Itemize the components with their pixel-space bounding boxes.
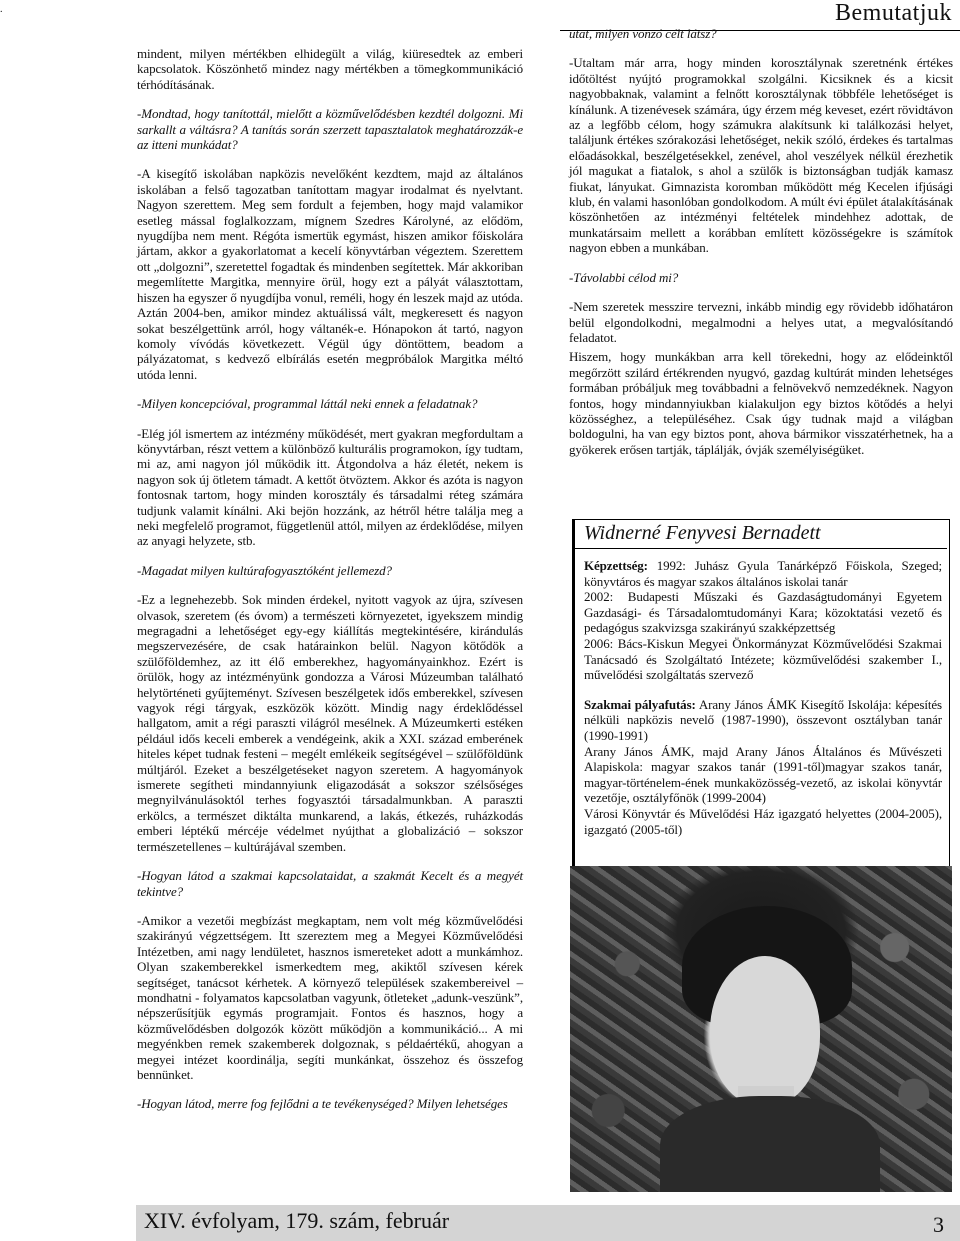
interview-answer: -Amikor a vezetői megbízást megkaptam, nem volt még közművelődési szakirányú végzettségem. Itt szereztem meg a Megyei Közművelődési Intézetben, ami nagy lendületet, hasznos ismereteket adott a munkámhoz. Olyan szakemberekkel ismerkedtem meg, akiktől szívesen kérek segítséget, tanácsot kérhetek. A környező települések szakembereivel – mondhatni - folyamatos kapcsolatban vagyunk, ötleteket „adunk-veszünk”, népszerűsítjük egymás programjait. Fontos és hasznos, hogy a közművelődésben dolgozók között működjön a kommunikáció... A mi megyénkben remek szakemberek dolgoznak, s példaértékű, ahogyan a megyei intézet koordinálja, segíti munkánkat, összehoz és összefog bennünket. <box>137 912 523 1082</box>
interview-question: -Mondtad, hogy tanítottál, mielőtt a közművelődésben kezdtél dolgozni. Mi sarkallt a váltásra? A tanítás során szerzett tapasztalatok meghatározzák-e az itteni munkádat? <box>137 106 523 153</box>
qualification-label: Képzettség: <box>584 558 648 573</box>
photo-face <box>710 956 820 1106</box>
qualification-1: Képzettség: 1992: Juhász Gyula Tanárképző Főiskola, Szeged; könyvtáros és magyar szakos általános iskolai tanár <box>584 558 943 589</box>
interview-answer: -Elég jól ismertem az intézmény működését, mert gyakran megfordultam a könyvtárban, részt vettem a különböző kulturális programokon, így tudtam, mi az, ami nagyon jól működik itt. Átgondolva a ház életét, nekem is nagyon sok új ötletem támadt. A kettőt ötvöztem. Akkor és azóta is nagyon fontosnak tartom, hogy minden korosztály és társadalmi réteg számára tudjunk valamit kínálni. Aki bejön hozzánk, az hétről hétre találja meg a neki megfelelő programot, függetlenül attól, milyen az érdeklődése, milyen az anyagi helyzete, stb. <box>137 425 523 549</box>
section-title: Bemutatjuk <box>835 0 952 26</box>
interview-question: -Milyen koncepcióval, programmal láttál neki ennek a feladatnak? <box>137 396 478 412</box>
profile-divider <box>575 548 947 549</box>
paragraph: mindent, milyen mértékben elhidegült a világ, kiüresedtek az emberi kapcsolatok. Köszönhető mindez nagy mértékben a tömegkommunikáció térhódításának. <box>137 46 523 92</box>
interview-question: utat, milyen vonzó célt látsz? <box>569 26 717 41</box>
interview-answer: -Ez a legnehezebb. Sok minden érdekel, nyitott vagyok az újra, szívesen olvasok, szeretem (és óvom) a természeti környezetet, igyekszem mindig megragadni a lehetőséget egy-egy kiállítás megtekintésére, kirándulás megszervezésére, de csak határainkon belül. Nagyon kötődök a szülőföldemhez, az itt élő emberekhez, hagyományainkhoz. Ezért is örülök, hogy az intézményünk gondozza a Városi Múzeumban található helytörténeti gyűjteményt. Szívesen beszélgetek idős emberekkel, szívesen vagyok régi tárgyak, eszközök között. Mindig nagy érdeklődéssel hallgatom, amit a régi paraszti világról mesélnek. A Múzeumkerti estéken például idős keceli emberek a vendégeink, akik a XXI. század emberének hiteles képet tudnak festeni – megélt emlékeik segítségével – szülőföldünk múltjáról. Ezeket a beszélgetéseket nagyon szeretem. A hagyományok ismerete segítheti mindannyiunk eligazodását a sokszor szélsőséges megnyilvánulásoktól terhes fogyasztói társadalmunkban. A paraszti erkölcs, a természet diktálta munkarend, a lakás, étkezés, ruházkodás emberi léptékű mércéje védelmet nyújthat a globalizáció – sokszor természetellenes – kultúrájával szemben. <box>137 592 523 854</box>
interview-answer: -A kisegítő iskolában napközis nevelőként kezdtem, majd az általános iskolában a felső tagozatban tanítottam magyar irodalmat és nyelvtant. Nagyon szerettem. Meg sem fordult a fejemben, hogy majd valamikor esetleg mással foglalkozzam, mígnem Szedres Károlyné, az elődöm, nyugdíjba nem ment. Régóta ismertük egymást, hiszen amikor főiskolára jártam, akkor a gyakorlatomat a kecelí könyvtárban végeztem. Szerettem ott „dolgozni”, szeretettel fogadtak és mindenben segítettek. Már akkoriban megemlítette Margitka, mennyire örül, hogy ezt a pályát választottam, hiszen ha egyszer ő nyugdíjba vonul, reméli, hogy én leszek majd az utóda. Aztán 2004-ben, amikor mindez aktuálissá vált, megkeresett és nagyon sokat beszélgettünk arról, hogy váltanék-e. Hónapokon át tartó, nagyon komoly vívódás következett. Végül úgy döntöttem, beadom a pályázatomat, s kedvező elbírálás esetén megpróbálok Margitka méltó utóda lenni. <box>137 166 523 382</box>
career-1: Szakmai pályafutás: Arany János ÁMK Kisegítő Iskolája: képesítés nélküli napközis nevelő (1987-1990), összevont osztályban tanár (1990-1991) <box>584 696 943 743</box>
interview-answer: -Nem szeretek messzire tervezni, inkább mindig egy rövidebb időhatáron belül elgondolkodni, megalmodni a helyes utat, a megvalósítandó feladatot. <box>569 299 953 345</box>
footer-issue: XIV. évfolyam, 179. szám, február <box>144 1208 450 1233</box>
qualification-3: 2006: Bács-Kiskun Megyei Önkormányzat Közművelődési Szakmai Tanácsadó és Szolgáltató Intézete; közművelődési szakember I., művelődési szolgáltatás szervező <box>584 635 942 683</box>
career-3: Városi Könyvtár és Művelődési Ház igazgató helyettes (2004-2005), igazgató (2005-től) <box>584 805 942 837</box>
profile-body <box>584 558 942 837</box>
photo-body <box>660 1096 880 1192</box>
interview-answer: -Utaltam már arra, hogy minden korosztálynak szeretnénk értékes időtöltést nyújtó programokkal szolgálni. Kicsiknek és a kicsit nagyobbaknak, valamint a felnőtt korosztálynak többféle lehetőséget is kínálunk. A tizenévesek számára, úgy érzem még keveset, ezért rövidtávon az a legfőbb célom, hogy számukra alakítsunk ki találkozási helyet, találjunk értékes szórakozási lehetőséget, nekik szóló, érdekes és tartalmas előadásokkal, beszélgetésekkel, zenével, ahol veszélyek nélkül érezhetik jól magukat a fiatalok, s ahol a szülők is biztonságban tudják kamasz fiukat, lányukat. Gimnazista koromban működött még Kecelen ifjúsági klub, én valami hasonlóban gondolkodom. A múlt évi épület átalakításának köszönhetően az intézményi feltételek mindehhez adottak, de munkatársaim mellett a korábban említett közösségekre is számítok nagyon ebben a munkában. <box>569 55 953 256</box>
left-column <box>137 46 523 1112</box>
interview-question: -Hogyan látod, merre fog fejlődni a te tevékenységed? Milyen lehetséges <box>137 1096 508 1112</box>
interview-question: -Hogyan látod a szakmai kapcsolataidat, a szakmát Kecelt és a megyét tekintve? <box>137 868 523 899</box>
page-number: 3 <box>933 1212 944 1237</box>
interview-question: -Távolabbi célod mi? <box>569 269 679 285</box>
interview-question: -Magadat milyen kultúrafogyasztóként jellemezd? <box>137 562 392 578</box>
career-2: Arany János ÁMK, majd Arany János Általános és Művészeti Alapiskola: magyar szakos tanár (1991-től)magyar szakos tanár, magyar-történelem-ének munkaközösség-vezető, az iskolai könyvtár vezetője, osztályfőnök (1999-2004) <box>584 743 942 806</box>
right-column <box>569 26 953 457</box>
corner-dot: . <box>0 4 3 15</box>
career-label: Szakmai pályafutás: <box>584 696 696 712</box>
profile-name: Widnerné Fenyvesi Bernadett <box>584 522 821 544</box>
qualification-2: 2002: Budapesti Műszaki és Gazdaságtudományi Egyetem Gazdasági- és Társadalomtudományi Kara; közoktatási vezető és pedagógus szakvizsga szakirányú szakképzettség <box>584 589 942 636</box>
portrait-photo <box>570 866 952 1192</box>
interview-answer: Hiszem, hogy munkákban arra kell törekedni, hogy az elődeinktől megőrzött szilárd értékrenden nyugvó, gazdag kultúrát minden lehetséges formában próbáljuk meg továbbadni a felnövekvő nemzedéknek. Nagyon fontos, hogy mindannyiukban kialakuljon egy biztos kötődés a helyi közösséghez, a településéhez. Csak úgy tudnak majd a világban boldogulni, ha van egy biztos pont, ahova bármikor visszatérhetnek, ha a gyökerek erősen tartják, táplálják, óvják személyiségüket. <box>569 349 953 457</box>
